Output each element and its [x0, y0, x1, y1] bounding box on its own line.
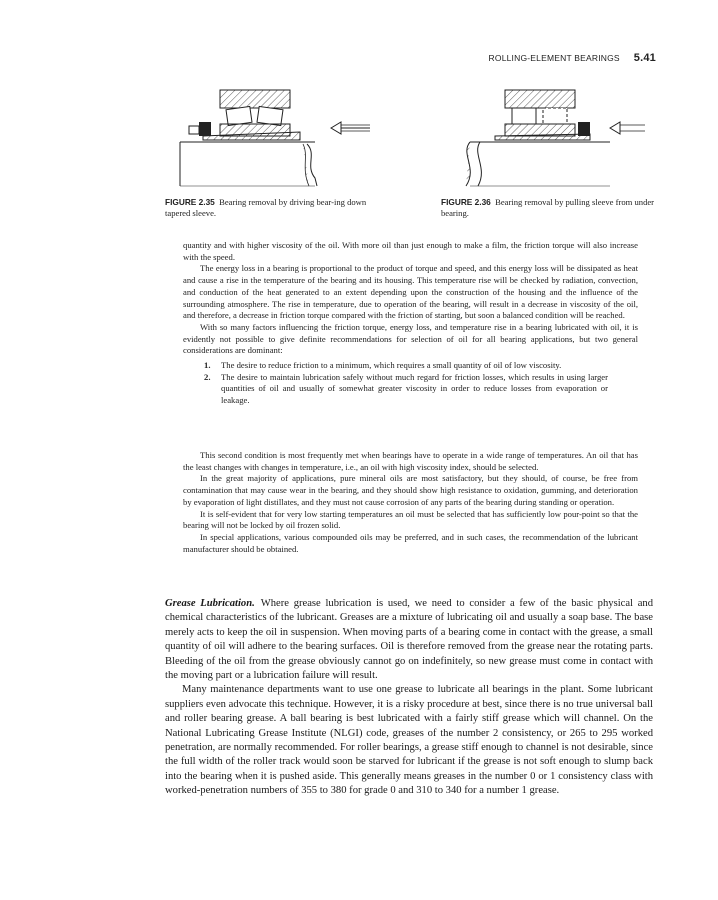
paragraph: The energy loss in a bearing is proportional to the product of torque and speed, and this energy loss will be dissipated as heat and cause a rise in the temperature of the bearing and its housing. This temperature rise will be checked by radiation, convection, and conduction of the heat generated to an extent depending upon the construction of the housing and the influence of the surrounding atmosphere. The rise in temperature, due to operation of the bearing, will result in a decrease in viscosity of the oil, and therefore, a decrease in friction torque compared with the friction of starting, but soon a balanced condition will be reached.	[183, 263, 638, 321]
list-item	[204, 372, 638, 407]
list-text: The desire to reduce friction to a minimum, which requires a small quantity of oil of low viscosity.	[221, 360, 562, 371]
paragraph: This second condition is most frequently met when bearings have to operate in a wide range of temperatures. An oil that has the least changes with changes in temperature, i.e., an oil with high viscosity index, should be selected.	[183, 450, 638, 472]
paragraph-text: Where grease lubrication is used, we need to consider a few of the basic physical and chemical characteristics of the lubricant. Greases are a mixture of lubricating oil and usually a soap base. The base merely acts to keep the oil in suspension. When moving parts of a bearing come in contact with the grease, a small quantity of oil will adhere to the bearing surfaces. Oil is therefore removed from the grease near the rotating parts. Bleeding of the oil from the grease obviously cannot go on indefinitely, so new grease must come in contact with the moving part or a lubrication failure will result.	[165, 598, 653, 682]
running-header	[489, 52, 656, 64]
paragraph: In special applications, various compounded oils may be preferred, and in such cases, the recommendation of the lubricant manufacturer should be obtained.	[183, 531, 638, 554]
oil-selection-text	[183, 450, 638, 555]
paragraph: With so many factors influencing the friction torque, energy loss, and temperature rise in a bearing lubricated with oil, it is evidently not possible to give definite recommendations for selection of oil for all bearing applications, but two general considerations are dominant:	[183, 321, 638, 356]
page-number: 5.41	[633, 52, 656, 64]
running-title: ROLLING-ELEMENT BEARINGS	[488, 53, 620, 63]
figure-caption-text: Bearing removal by pulling sleeve from under bearing.	[441, 197, 655, 218]
figure-caption-text: Bearing removal by driving bear-ing down tapered sleeve.	[165, 197, 367, 218]
grease-lubrication-section	[165, 597, 653, 799]
paragraph	[165, 597, 653, 683]
list-number: 1.	[204, 360, 211, 371]
figure-label: FIGURE 2.36	[441, 197, 491, 207]
figure-2-35-drawing	[165, 82, 375, 190]
oil-lubrication-text	[183, 240, 638, 411]
list-number: 2.	[204, 371, 211, 382]
paragraph: Many maintenance departments want to use one grease to lubricate all bearings in the plant. Some lubricant suppliers even advocate this technique. However, it is a risky procedure at best, since there is no true universal ball and roller bearing grease. A ball bearing is best lubricated with a fairly stiff grease which will channel. On the National Lubricating Grease Institute (NLGI) code, greases of the number 2 consistency, or 265 to 295 worked penetration, are normally recommended. For roller bearings, a grease stiff enough to channel is not desirable, since the full width of the roller track would soon be starved for lubricant if the grease is not soft enough to slump back into the bearing when it is pushed aside. This generally means greases in the number 0 or 1 consistency class with worked-penetration numbers of 355 to 380 for grade 0 and 310 to 340 for a number 1 grease.	[165, 684, 653, 797]
section-heading: Grease Lubrication.	[165, 598, 255, 609]
figure-2-35-caption	[165, 197, 387, 219]
list-text: The desire to maintain lubrication safely without much regard for friction losses, which results in using larger quantities of oil and usually of somewhat greater viscosity in order to reduce losses from evaporation or leakage.	[221, 371, 608, 406]
figure-label: FIGURE 2.35	[165, 197, 215, 207]
list-item	[204, 360, 638, 372]
paragraph: quantity and with higher viscosity of the oil. With more oil than just enough to make a film, the friction torque will also increase with the speed.	[183, 240, 638, 262]
paragraph: In the great majority of applications, pure mineral oils are most satisfactory, but they should, of course, be free from contamination that may cause wear in the bearing, and they should show high resistance to oxidation, gumming, and deterioration by evaporation of light distillates, and they must not cause corrosion of any parts of the bearing during standing or operation.	[183, 473, 638, 507]
paragraph: It is self-evident that for very low starting temperatures an oil must be selected that has sufficiently low pour-point so that the bearing will not be locked by oil frozen solid.	[183, 508, 638, 531]
figure-2-36-drawing	[450, 82, 650, 190]
considerations-list	[183, 360, 638, 407]
figure-2-36-caption	[441, 197, 663, 219]
